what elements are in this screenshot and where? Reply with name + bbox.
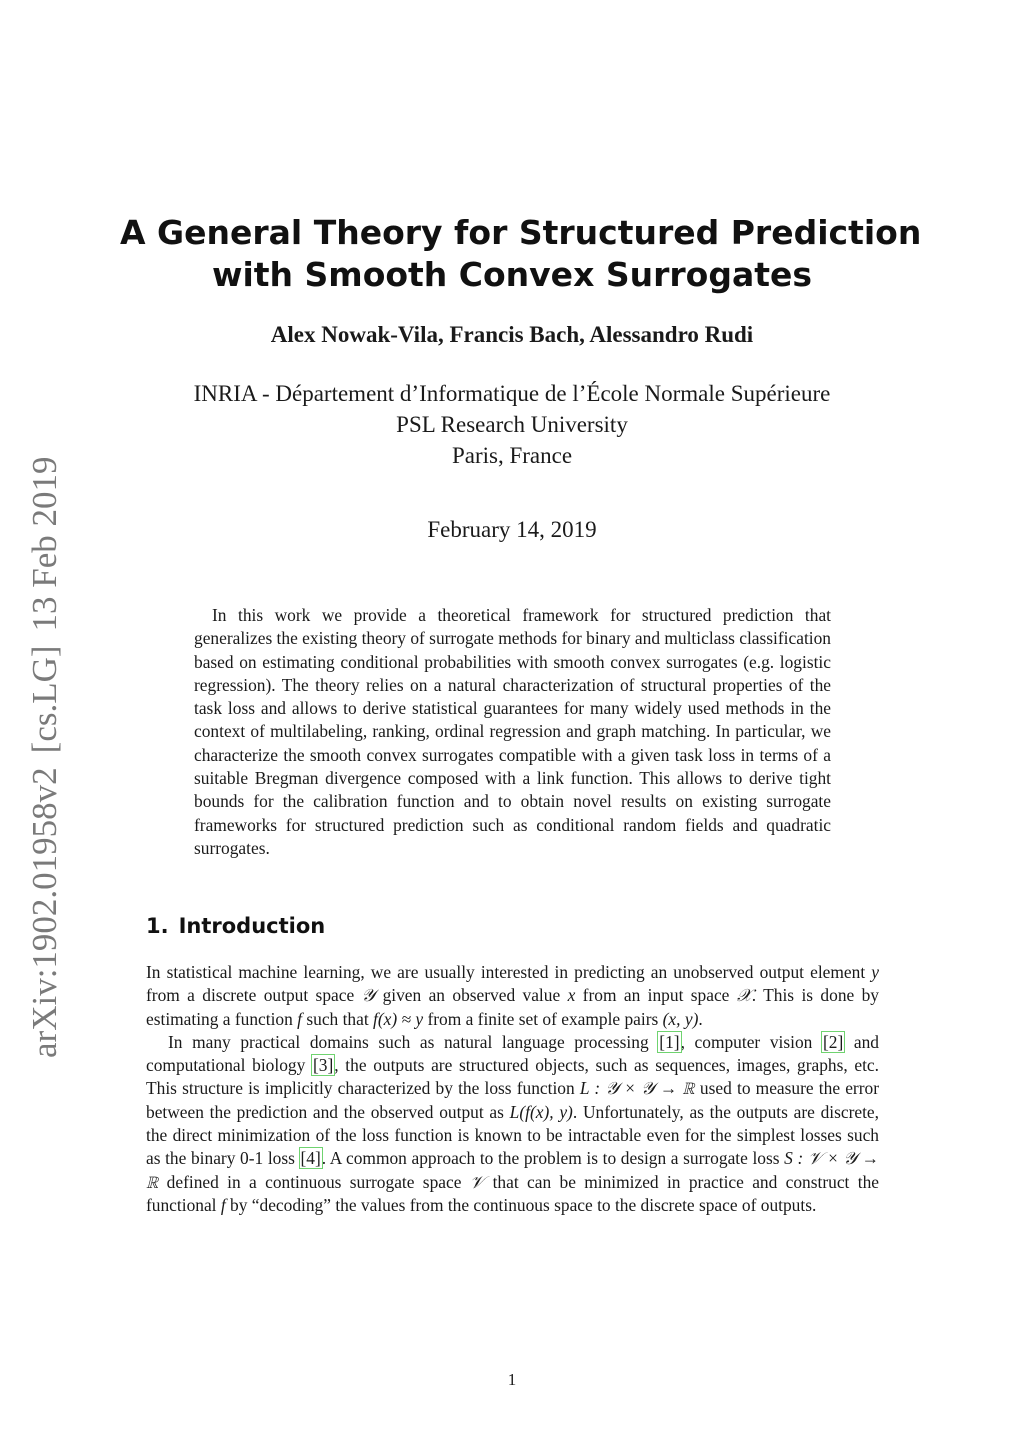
- publication-date: February 14, 2019: [427, 517, 597, 542]
- section-title: Introduction: [178, 914, 326, 938]
- math-f: f: [297, 1008, 303, 1029]
- math-surrogate-space: 𝒱: [469, 1171, 485, 1192]
- math-output-space: 𝒴: [361, 985, 376, 1006]
- title-line-2: with Smooth Convex Surrogates: [211, 255, 813, 294]
- text-run: from a finite set of example pairs: [423, 1008, 663, 1029]
- math-approx: f(x) ≈ y: [373, 1008, 424, 1029]
- math-y: y: [871, 962, 879, 982]
- abstract-text: In this work we provide a theoretical framework for structured prediction that generalizes the existing theory of surrogate methods for binary and multiclass classification based on estimating conditional probabilities with smooth convex surrogates (e.g. logistic regression). The theory relies on a natural characterization of structural properties of the task loss and allows to derive statistical guarantees for many widely used methods in the context of multilabeling, ranking, ordinal regression and graph matching. In particular, we characterize the smooth convex surrogates compatible with a given task loss in terms of a suitable Bregman divergence composed with a link function. This allows to derive tight bounds for the calibration function and to obtain novel results on existing surrogate frameworks for structured prediction such as conditional random fields and quadratic surrogates.: [194, 605, 831, 858]
- text-run: such that: [302, 1008, 374, 1029]
- affiliation: [100, 378, 924, 471]
- paper-title: [120, 212, 922, 296]
- arxiv-date: 13 Feb 2019: [25, 456, 64, 632]
- citation-link-1[interactable]: [1]: [659, 1031, 680, 1052]
- affiliation-line-2: PSL Research University: [396, 412, 628, 437]
- math-f: f: [220, 1194, 226, 1215]
- text-run: In many practical domains such as natural language processing: [168, 1031, 659, 1052]
- text-run: that can be minimized in practice and construct the functional: [146, 1171, 879, 1215]
- text-run: from an input space: [575, 985, 737, 1006]
- text-run: . Unfortunately, as the outputs are discrete, the direct minimization of the loss function is known to be intractable even for the simplest losses such as the binary 0-1 loss: [146, 1101, 879, 1169]
- text-run: by “decoding” the values from the continuous space to the discrete space of outputs.: [225, 1194, 817, 1215]
- author-list: Alex Nowak-Vila, Francis Bach, Alessandro Rudi: [270, 322, 754, 347]
- math-loss-definition: L : 𝒴 × 𝒴 → ℝ: [579, 1078, 695, 1099]
- arxiv-watermark: [25, 442, 65, 1058]
- citation-link-2[interactable]: [2]: [822, 1031, 844, 1052]
- intro-paragraph-2: [146, 1031, 879, 1217]
- affiliation-line-3: Paris, France: [451, 443, 573, 468]
- text-run: . A common approach to the problem is to design a surrogate loss: [321, 1148, 785, 1169]
- text-run: given an observed value: [375, 985, 568, 1006]
- text-run: . This is done by estimating a function: [146, 985, 880, 1029]
- citation-link-3[interactable]: [3]: [312, 1055, 334, 1076]
- text-run: In statistical machine learning, we are usually interested in predicting an unobserved output element: [146, 962, 872, 982]
- section-heading-introduction: [146, 914, 335, 938]
- affiliation-line-1: INRIA - Département d’Informatique de l’École Normale Supérieure: [193, 381, 831, 406]
- text-run: from a discrete output space: [146, 985, 362, 1006]
- section-number: 1.: [146, 914, 169, 938]
- text-run: defined in a continuous surrogate space: [158, 1171, 470, 1192]
- introduction-body: [146, 961, 879, 1217]
- text-run: used to measure the error between the prediction and the observed output as: [146, 1078, 879, 1122]
- math-input-space: 𝒳: [736, 985, 752, 1006]
- abstract: [194, 604, 831, 860]
- citation-link-4[interactable]: [4]: [300, 1148, 321, 1169]
- title-line-1: A General Theory for Structured Prediction: [120, 213, 922, 252]
- text-run: .: [698, 1008, 703, 1029]
- text-run: , the outputs are structured objects, such as sequences, images, graphs, etc. This structure is implicitly characterized by the loss function: [146, 1055, 879, 1099]
- text-run: and computational biology: [146, 1031, 879, 1076]
- text-run: , computer vision: [680, 1031, 822, 1052]
- page-number: 1: [507, 1370, 517, 1389]
- math-loss-eval: L(f(x), y): [509, 1101, 573, 1122]
- math-x: x: [567, 985, 576, 1006]
- math-surrogate-definition: S : 𝒱 × 𝒴 → ℝ: [146, 1148, 879, 1192]
- math-pair: (x, y): [662, 1008, 699, 1029]
- arxiv-id: arXiv:1902.01958v2: [25, 767, 64, 1058]
- arxiv-category: [cs.LG]: [25, 645, 64, 754]
- intro-paragraph-1: [146, 961, 879, 1031]
